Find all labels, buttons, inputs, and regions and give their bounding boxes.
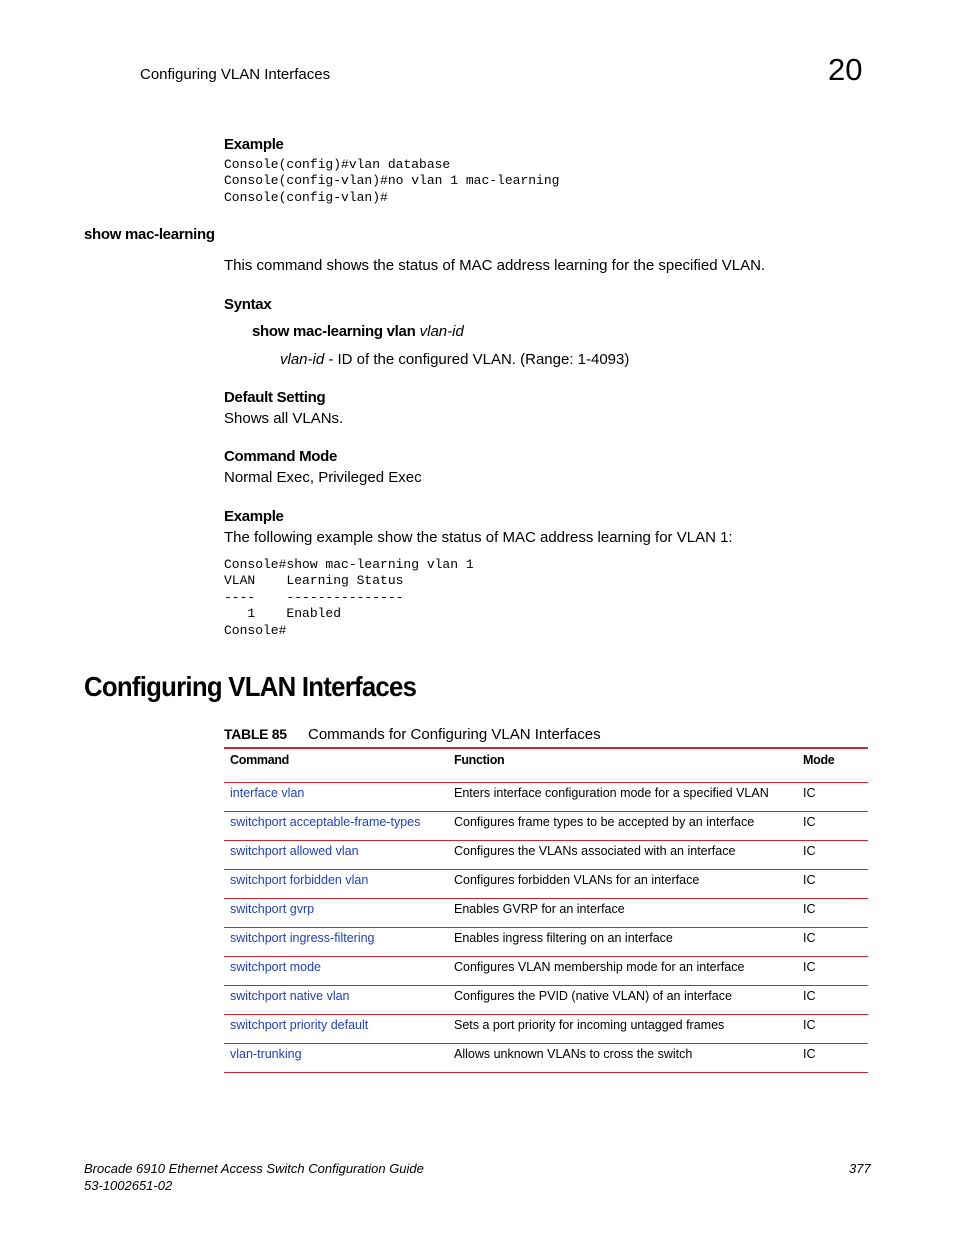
example-heading: Example [224,136,284,153]
function-cell: Configures the PVID (native VLAN) of an interface [448,986,797,1015]
section-title: Configuring VLAN Interfaces [84,671,417,702]
header-mode: Mode [797,748,868,783]
table-row [224,986,868,1015]
header-function: Function [448,748,797,783]
running-header-title: Configuring VLAN Interfaces [140,66,331,83]
command-mode-text: Normal Exec, Privileged Exec [224,469,422,486]
param-name: vlan-id [280,351,325,368]
table-row [224,870,868,899]
mode-cell: IC [797,957,868,986]
code-block-example1: Console(config)#vlan database Console(config-vlan)#no vlan 1 mac-learning Console(config-vlan)# [224,157,560,205]
syntax-line [252,323,464,340]
table-row [224,841,868,870]
function-cell: Configures frame types to be accepted by an interface [448,812,797,841]
command-link[interactable]: vlan-trunking [224,1044,448,1073]
example-description: The following example show the status of MAC address learning for VLAN 1: [224,529,733,546]
table-label: TABLE 85 [224,726,287,742]
command-link[interactable]: switchport mode [224,957,448,986]
command-link[interactable]: switchport allowed vlan [224,841,448,870]
param-description [280,351,629,368]
syntax-param: vlan-id [419,323,464,340]
syntax-command: show mac-learning vlan [252,323,416,340]
default-setting-heading: Default Setting [224,389,326,406]
header-command: Command [224,748,448,783]
chapter-number: 20 [828,52,863,87]
mode-cell: IC [797,870,868,899]
table-row [224,928,868,957]
footer-title: Brocade 6910 Ethernet Access Switch Configuration Guide [84,1161,424,1176]
command-link[interactable]: interface vlan [224,783,448,812]
table-row [224,957,868,986]
table-row [224,899,868,928]
function-cell: Configures forbidden VLANs for an interface [448,870,797,899]
command-link[interactable]: switchport native vlan [224,986,448,1015]
function-cell: Allows unknown VLANs to cross the switch [448,1044,797,1073]
mode-cell: IC [797,783,868,812]
mode-cell: IC [797,1044,868,1073]
footer-doc-number: 53-1002651-02 [84,1178,173,1193]
table-row [224,783,868,812]
page-number: 377 [849,1161,871,1176]
commands-table [224,747,868,1073]
code-block-example2: Console#show mac-learning vlan 1 VLAN Learning Status ---- --------------- 1 Enabled Console# [224,557,474,638]
command-title: show mac-learning [84,226,215,243]
function-cell: Enables GVRP for an interface [448,899,797,928]
mode-cell: IC [797,1015,868,1044]
table-header-row [224,748,868,783]
mode-cell: IC [797,928,868,957]
table-row [224,1015,868,1044]
default-setting-text: Shows all VLANs. [224,410,344,427]
function-cell: Configures VLAN membership mode for an interface [448,957,797,986]
table-caption-text: Commands for Configuring VLAN Interfaces [308,726,601,743]
mode-cell: IC [797,899,868,928]
command-link[interactable]: switchport gvrp [224,899,448,928]
mode-cell: IC [797,841,868,870]
command-description: This command shows the status of MAC address learning for the specified VLAN. [224,257,766,274]
function-cell: Enables ingress filtering on an interface [448,928,797,957]
command-link[interactable]: switchport forbidden vlan [224,870,448,899]
mode-cell: IC [797,812,868,841]
syntax-heading: Syntax [224,296,272,313]
function-cell: Enters interface configuration mode for a specified VLAN [448,783,797,812]
example-heading-2: Example [224,508,284,525]
command-link[interactable]: switchport ingress-filtering [224,928,448,957]
command-link[interactable]: switchport priority default [224,1015,448,1044]
command-link[interactable]: switchport acceptable-frame-types [224,812,448,841]
mode-cell: IC [797,986,868,1015]
table-row [224,812,868,841]
function-cell: Configures the VLANs associated with an interface [448,841,797,870]
table-caption [224,726,601,743]
table-row [224,1044,868,1073]
command-mode-heading: Command Mode [224,448,338,465]
function-cell: Sets a port priority for incoming untagged frames [448,1015,797,1044]
param-text: - ID of the configured VLAN. (Range: 1-4093) [324,351,630,368]
